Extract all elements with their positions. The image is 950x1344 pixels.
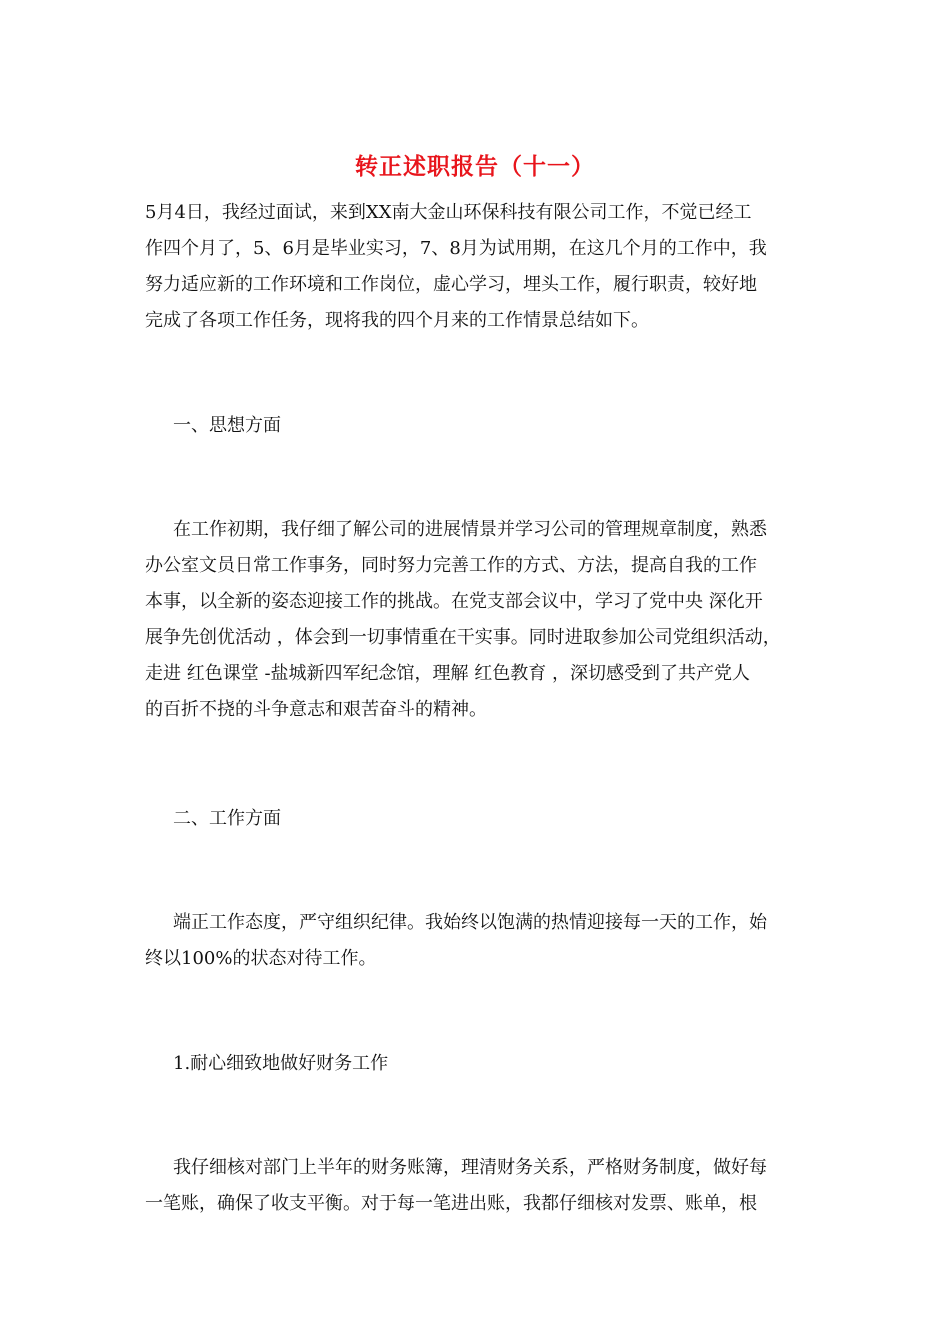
document-title: 转正述职报告（十一） — [355, 153, 595, 180]
intro-line: 完成了各项工作任务，现将我的四个月来的工作情景总结如下。 — [145, 310, 649, 331]
section2-line: 端正工作态度，严守组织纪律。我始终以饱满的热情迎接每一天的工作，始 — [173, 912, 767, 933]
section1-line: 的百折不挠的斗争意志和艰苦奋斗的精神。 — [145, 699, 487, 720]
section1-line: 本事，以全新的姿态迎接工作的挑战。在党支部会议中，学习了党中央 深化开 — [145, 591, 763, 612]
section1-line: 办公室文员日常工作事务，同时努力完善工作的方式、方法，提高自我的工作 — [145, 555, 757, 576]
intro-line: 5月4日，我经过面试，来到XX南大金山环保科技有限公司工作，不觉已经工 — [145, 202, 752, 223]
section2-line: 终以100%的状态对待工作。 — [145, 948, 377, 969]
subsection1-line: 一笔账，确保了收支平衡。对于每一笔进出账，我都仔细核对发票、账单，根 — [145, 1193, 757, 1214]
section1-line: 走进 红色课堂 -盐城新四军纪念馆，理解 红色教育 ，深切感受到了共产党人 — [145, 663, 750, 684]
intro-line: 作四个月了，5、6月是毕业实习，7、8月为试用期，在这几个月的工作中，我 — [145, 238, 767, 259]
section1-line: 在工作初期，我仔细了解公司的进展情景并学习公司的管理规章制度，熟悉 — [173, 519, 767, 540]
section-heading-thought: 一、思想方面 — [173, 415, 281, 436]
intro-line: 努力适应新的工作环境和工作岗位，虚心学习，埋头工作，履行职责，较好地 — [145, 274, 757, 295]
section1-line: 展争先创优活动 ，体会到一切事情重在干实事。同时进取参加公司党组织活动， — [145, 627, 781, 648]
subsection1-line: 我仔细核对部门上半年的财务账簿，理清财务关系，严格财务制度，做好每 — [173, 1157, 767, 1178]
section-heading-work: 二、工作方面 — [173, 808, 281, 829]
subsection-heading-finance: 1.耐心细致地做好财务工作 — [173, 1053, 389, 1074]
